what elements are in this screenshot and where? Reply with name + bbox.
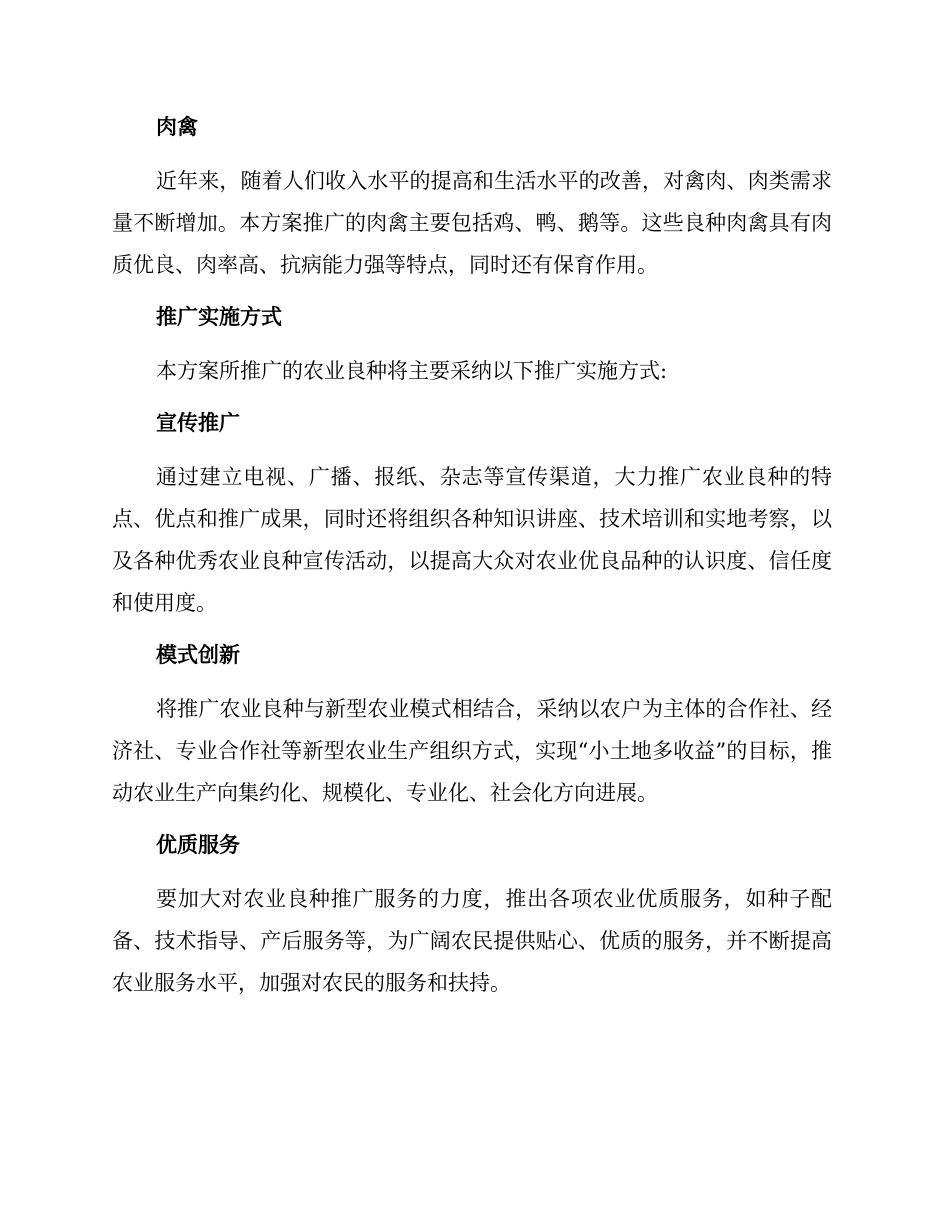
section-paragraph-quality-service: 要加大对农业良种推广服务的力度，推出各项农业优质服务，如种子配备、技术指导、产后服务等，为广阔农民提供贴心、优质的服务，并不断提高农业服务水平，加强对农民的服务和扶持。: [112, 887, 832, 995]
section-heading-publicity: 宣传推广: [156, 411, 240, 435]
section-heading-quality-service: 优质服务: [156, 833, 240, 857]
section-paragraph-model-innovation: 将推广农业良种与新型农业模式相结合，采纳以农户为主体的合作社、经济社、专业合作社等新型农业生产组织方式，实现“小土地多收益”的目标，推动农业生产向集约化、规模化、专业化、社会化方向进展。: [112, 697, 832, 805]
section-heading-meat-poultry: 肉禽: [156, 115, 198, 139]
section-heading-model-innovation: 模式创新: [156, 643, 240, 667]
section-paragraph-meat-poultry: 近年来，随着人们收入水平的提高和生活水平的改善，对禽肉、肉类需求量不断增加。本方案推广的肉禽主要包括鸡、鸭、鹅等。这些良种肉禽具有肉质优良、肉率高、抗病能力强等特点，同时还有保育作用。: [112, 169, 832, 277]
section-paragraph-implementation: 本方案所推广的农业良种将主要采纳以下推广实施方式:: [156, 359, 668, 383]
section-heading-implementation: 推广实施方式: [156, 305, 282, 329]
section-paragraph-publicity: 通过建立电视、广播、报纸、杂志等宣传渠道，大力推广农业良种的特点、优点和推广成果，同时还将组织各种知识讲座、技术培训和实地考察，以及各种优秀农业良种宣传活动，以提高大众对农业优良品种的认识度、信任度和使用度。: [112, 465, 832, 615]
document-body: [112, 107, 832, 1004]
